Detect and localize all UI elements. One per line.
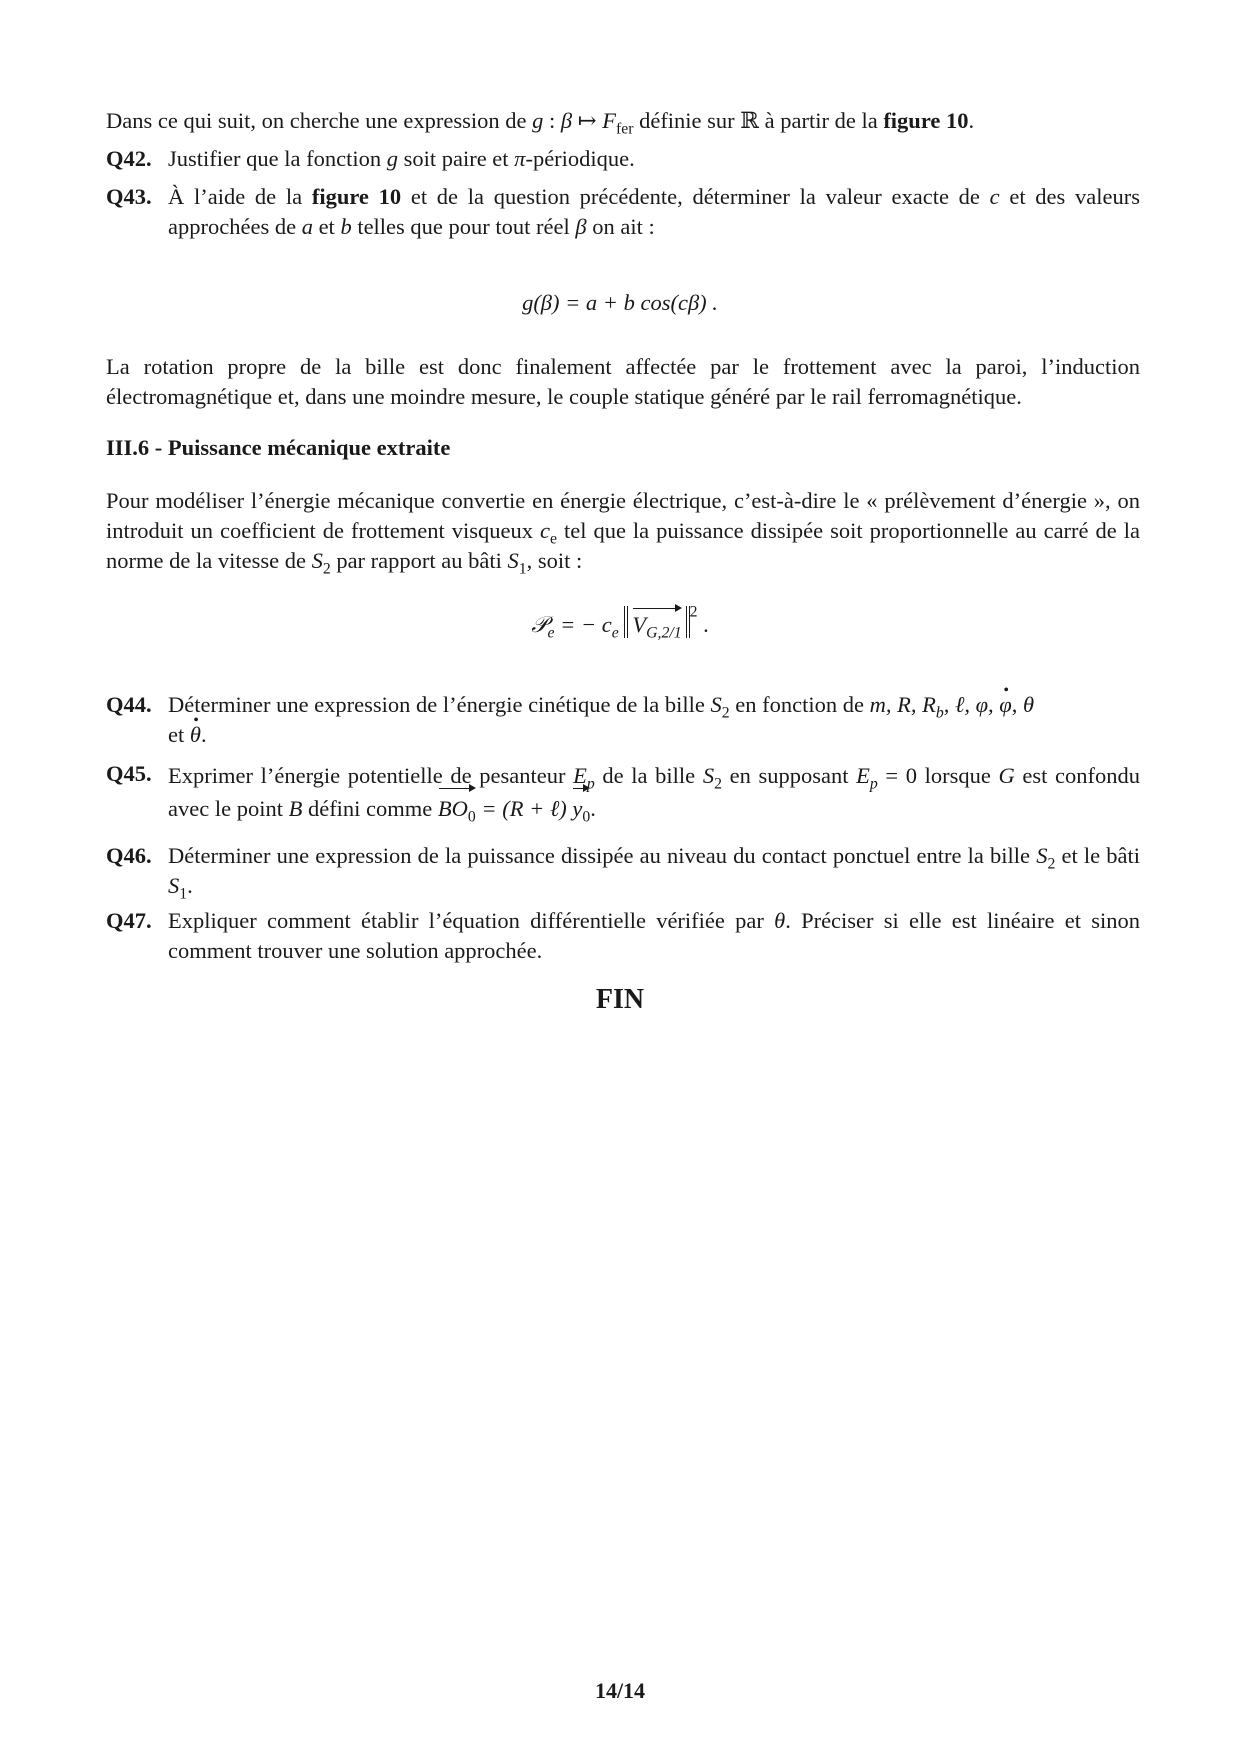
text: Exprimer l’énergie potentielle de pesanteur: [168, 763, 574, 788]
math-subscript: 1: [518, 560, 527, 578]
math-subscript: b: [935, 704, 944, 722]
math-text: = (R + ℓ): [475, 796, 573, 821]
math-subscript: 2: [322, 560, 331, 578]
math-subscript: 2: [714, 775, 722, 793]
math-G: G: [998, 763, 1015, 788]
text: = 0 lorsque: [877, 763, 999, 788]
question-44: [106, 690, 1140, 750]
text: ,: [1011, 692, 1023, 717]
text: Déterminer une expression de la puissance dissipée au niveau du contact ponctuel entre la bille: [168, 843, 1037, 868]
vector-arrow: [438, 792, 476, 825]
intro-text: ↦: [572, 108, 603, 133]
math-subscript: 2: [1047, 855, 1056, 873]
text: défini comme: [302, 796, 438, 821]
math-text: .: [697, 612, 709, 637]
text: et de la question précédente, déterminer la valeur exacte de: [401, 184, 990, 209]
page-number: 14/14: [594, 1678, 646, 1703]
figure-reference: figure 10: [311, 184, 402, 209]
question-text: [168, 906, 1140, 966]
math-S: S: [1036, 843, 1048, 868]
text: .: [187, 873, 193, 898]
text: en supposant: [721, 763, 857, 788]
question-text: [168, 759, 1140, 825]
math-subscript: G,2/1: [646, 624, 682, 642]
math-subscript: p: [586, 775, 595, 793]
math-S: S: [168, 873, 180, 898]
math-phi-dot: φ •: [999, 690, 1011, 720]
math-E: E: [856, 763, 870, 788]
text: et: [168, 722, 190, 747]
intro-paragraph: [106, 106, 1140, 136]
math-beta: β: [575, 214, 587, 239]
question-text: [168, 144, 1140, 174]
vector-arrow: [632, 612, 682, 642]
text: on ait :: [586, 214, 655, 239]
math-g: g: [386, 146, 398, 171]
math-b: b: [340, 214, 352, 239]
text: .: [200, 722, 207, 747]
text: tel que la puissance dissipée soit proportionnelle au carré de la norme de la vitesse de: [106, 518, 1140, 573]
text: est confondu avec le point: [168, 763, 1140, 821]
question-number: Q46.: [106, 843, 152, 868]
text: par rapport au bâti: [330, 548, 508, 573]
math-theta: θ: [1023, 692, 1035, 717]
math-g: g: [532, 108, 544, 133]
intro-text: Dans ce qui suit, on cherche une expression de: [106, 108, 533, 133]
text: Pour modéliser l’énergie mécanique convertie en énergie électrique, c’est-à-dire le « prélèvement d’énergie », on introduit un coefficient de frottement visqueux: [106, 488, 1140, 543]
question-number: Q43.: [106, 184, 152, 209]
math-a: a: [301, 214, 313, 239]
math-S: S: [710, 692, 722, 717]
math-P: 𝒫: [531, 612, 548, 637]
question-text: [168, 841, 1140, 901]
end-marker: FIN: [595, 984, 645, 1015]
math-c: c: [539, 518, 550, 543]
equation-power: [0, 603, 1240, 642]
math-c: c: [989, 184, 1000, 209]
paragraph-power: [106, 486, 1140, 576]
text: -périodique.: [525, 146, 635, 171]
math-subscript: fer: [615, 120, 634, 138]
math-subscript: 0: [582, 808, 591, 826]
section-heading: III.6 - Puissance mécanique extraite: [106, 435, 451, 460]
text: Déterminer une expression de l’énergie cinétique de la bille: [168, 692, 711, 717]
question-text: [168, 182, 1140, 242]
math-theta: θ: [774, 908, 786, 933]
text: de la bille: [594, 763, 703, 788]
question-46: [106, 841, 1140, 901]
question-47: [106, 906, 1140, 966]
math-subscript: 1: [179, 885, 188, 903]
intro-text: .: [968, 108, 975, 133]
figure-reference: figure 10: [883, 108, 969, 133]
math-S: S: [311, 548, 323, 573]
question-text: [168, 690, 1140, 750]
math-F: F: [602, 108, 616, 133]
question-45: [106, 759, 1140, 825]
question-43: [106, 182, 1140, 242]
vector-arrow: [572, 792, 590, 825]
text: Justifier que la fonction: [168, 146, 387, 171]
text: et le bâti: [1055, 843, 1140, 868]
intro-text: :: [543, 108, 561, 133]
math-subscript: 0: [467, 808, 476, 826]
text: , soit :: [526, 548, 583, 573]
norm-bars: [624, 606, 689, 642]
text: . Préciser si elle est linéaire et sinon comment trouver une solution approchée.: [168, 908, 1140, 963]
question-number: Q47.: [106, 908, 152, 933]
math-BO: BO: [437, 796, 468, 821]
math-subscript: 2: [721, 704, 730, 722]
math-S: S: [702, 763, 715, 788]
math-variables: , ℓ, φ,: [943, 692, 1000, 717]
math-variables: m, R, R: [869, 692, 936, 717]
math-E: E: [573, 763, 587, 788]
math-exponent: 2: [689, 603, 698, 621]
text: en fonction de: [729, 692, 870, 717]
text: et: [312, 214, 341, 239]
text: Expliquer comment établir l’équation différentielle vérifiée par: [168, 908, 775, 933]
math-subscript: p: [869, 775, 878, 793]
text: soit paire et: [397, 146, 515, 171]
math-subscript: e: [547, 624, 555, 642]
text: .: [590, 796, 596, 821]
question-number: Q42.: [106, 146, 152, 171]
question-number: Q45.: [106, 761, 152, 786]
paragraph-rotation: La rotation propre de la bille est donc finalement affectée par le frottement avec la paroi, l’induction électromagnétique et, dans une moindre mesure, le couple statique généré par le rail ferromagnétique.: [106, 354, 1140, 409]
math-B: B: [288, 796, 303, 821]
math-subscript: e: [549, 530, 557, 548]
math-theta-dot: θ •: [190, 720, 201, 750]
math-beta: β: [560, 108, 573, 133]
question-42: [106, 144, 1140, 174]
math-text: = − c: [554, 612, 612, 637]
math-y: y: [572, 796, 583, 821]
text: telles que pour tout réel: [351, 214, 576, 239]
math-V: V: [632, 612, 647, 637]
math-pi: π: [514, 146, 526, 171]
intro-text: définie sur ℝ à partir de la: [633, 108, 884, 133]
text: À l’aide de la: [168, 184, 312, 209]
math-S: S: [507, 548, 519, 573]
question-number: Q44.: [106, 692, 152, 717]
math-subscript: e: [611, 624, 619, 642]
text: et des valeurs approchées de: [168, 184, 1140, 239]
equation-g-beta: g(β) = a + b cos(cβ) .: [522, 290, 718, 315]
